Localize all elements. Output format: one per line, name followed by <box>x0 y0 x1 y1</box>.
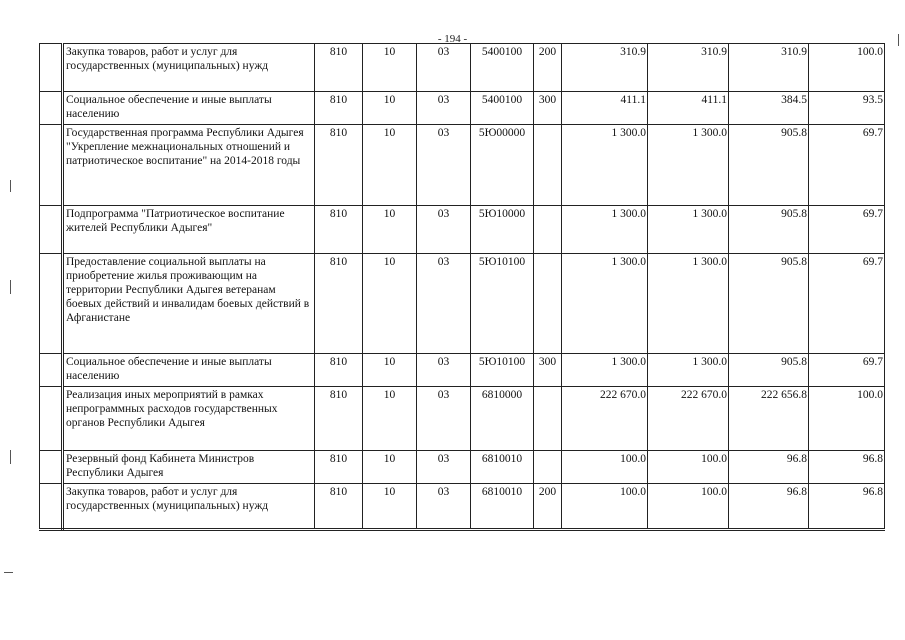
page-number: - 194 - <box>437 33 468 45</box>
plan-amount: 1 300.0 <box>562 254 648 354</box>
budget-table <box>39 43 885 531</box>
expense-type-code <box>534 451 562 484</box>
execution-percent: 93.5 <box>809 92 885 125</box>
margin-mark-left-3 <box>10 450 11 464</box>
row-gutter <box>40 484 63 530</box>
expense-type-code <box>534 254 562 354</box>
subsection-code: 03 <box>417 254 471 354</box>
refined-amount: 310.9 <box>648 44 729 92</box>
table-row <box>40 206 885 254</box>
ministry-code: 810 <box>315 387 363 451</box>
target-article-code: 6810010 <box>471 484 534 530</box>
ministry-code: 810 <box>315 44 363 92</box>
section-code: 10 <box>363 44 417 92</box>
table-row <box>40 125 885 206</box>
table-row <box>40 254 885 354</box>
executed-amount: 96.8 <box>729 451 809 484</box>
ministry-code: 810 <box>315 125 363 206</box>
refined-amount: 1 300.0 <box>648 354 729 387</box>
table-row <box>40 484 885 530</box>
row-gutter <box>40 92 63 125</box>
table-row <box>40 354 885 387</box>
expense-type-code: 200 <box>534 484 562 530</box>
section-code: 10 <box>363 92 417 125</box>
row-gutter <box>40 451 63 484</box>
margin-mark-left-4 <box>4 572 13 573</box>
executed-amount: 222 656.8 <box>729 387 809 451</box>
executed-amount: 905.8 <box>729 354 809 387</box>
ministry-code: 810 <box>315 206 363 254</box>
table-row <box>40 387 885 451</box>
executed-amount: 905.8 <box>729 254 809 354</box>
execution-percent: 100.0 <box>809 44 885 92</box>
table-row <box>40 451 885 484</box>
plan-amount: 310.9 <box>562 44 648 92</box>
target-article-code: 5Ю10000 <box>471 206 534 254</box>
table-row <box>40 92 885 125</box>
section-code: 10 <box>363 387 417 451</box>
plan-amount: 1 300.0 <box>562 125 648 206</box>
executed-amount: 905.8 <box>729 125 809 206</box>
refined-amount: 100.0 <box>648 484 729 530</box>
subsection-code: 03 <box>417 354 471 387</box>
row-gutter <box>40 44 63 92</box>
target-article-code: 5Ю10100 <box>471 254 534 354</box>
execution-percent: 100.0 <box>809 387 885 451</box>
execution-percent: 96.8 <box>809 451 885 484</box>
section-code: 10 <box>363 484 417 530</box>
subsection-code: 03 <box>417 387 471 451</box>
row-gutter <box>40 206 63 254</box>
section-code: 10 <box>363 254 417 354</box>
execution-percent: 96.8 <box>809 484 885 530</box>
target-article-code: 6810000 <box>471 387 534 451</box>
target-article-code: 6810010 <box>471 451 534 484</box>
margin-mark-left-2 <box>10 280 11 294</box>
subsection-code: 03 <box>417 92 471 125</box>
row-description: Подпрограмма "Патриотическое воспитание жителей Республики Адыгея" <box>63 206 315 254</box>
table-row <box>40 44 885 92</box>
row-gutter <box>40 354 63 387</box>
section-code: 10 <box>363 125 417 206</box>
refined-amount: 411.1 <box>648 92 729 125</box>
executed-amount: 96.8 <box>729 484 809 530</box>
refined-amount: 222 670.0 <box>648 387 729 451</box>
executed-amount: 310.9 <box>729 44 809 92</box>
ministry-code: 810 <box>315 451 363 484</box>
row-gutter <box>40 387 63 451</box>
ministry-code: 810 <box>315 484 363 530</box>
subsection-code: 03 <box>417 206 471 254</box>
section-code: 10 <box>363 206 417 254</box>
plan-amount: 1 300.0 <box>562 354 648 387</box>
row-description: Социальное обеспечение и иные выплаты населению <box>63 92 315 125</box>
refined-amount: 1 300.0 <box>648 254 729 354</box>
execution-percent: 69.7 <box>809 206 885 254</box>
ministry-code: 810 <box>315 92 363 125</box>
execution-percent: 69.7 <box>809 125 885 206</box>
expense-type-code <box>534 387 562 451</box>
expense-type-code <box>534 206 562 254</box>
expense-type-code: 300 <box>534 92 562 125</box>
row-description: Предоставление социальной выплаты на приобретение жилья проживающим на территории Республики Адыгея ветеранам боевых действий и инвалидам боевых действий в Афганистане <box>63 254 315 354</box>
target-article-code: 5400100 <box>471 92 534 125</box>
refined-amount: 1 300.0 <box>648 125 729 206</box>
ministry-code: 810 <box>315 254 363 354</box>
row-gutter <box>40 254 63 354</box>
refined-amount: 100.0 <box>648 451 729 484</box>
plan-amount: 100.0 <box>562 484 648 530</box>
row-description: Закупка товаров, работ и услуг для государственных (муниципальных) нужд <box>63 44 315 92</box>
margin-mark-right-1 <box>898 34 899 46</box>
table-body <box>40 44 885 530</box>
section-code: 10 <box>363 451 417 484</box>
plan-amount: 411.1 <box>562 92 648 125</box>
ministry-code: 810 <box>315 354 363 387</box>
row-description: Социальное обеспечение и иные выплаты населению <box>63 354 315 387</box>
margin-mark-left-1 <box>10 180 11 192</box>
execution-percent: 69.7 <box>809 354 885 387</box>
target-article-code: 5Ю10100 <box>471 354 534 387</box>
row-description: Реализация иных мероприятий в рамках непрограммных расходов государственных органов Республики Адыгея <box>63 387 315 451</box>
expense-type-code: 300 <box>534 354 562 387</box>
row-description: Государственная программа Республики Адыгея "Укрепление межнациональных отношений и патриотическое воспитание" на 2014-2018 годы <box>63 125 315 206</box>
executed-amount: 384.5 <box>729 92 809 125</box>
expense-type-code: 200 <box>534 44 562 92</box>
execution-percent: 69.7 <box>809 254 885 354</box>
plan-amount: 100.0 <box>562 451 648 484</box>
executed-amount: 905.8 <box>729 206 809 254</box>
target-article-code: 5400100 <box>471 44 534 92</box>
row-description: Закупка товаров, работ и услуг для государственных (муниципальных) нужд <box>63 484 315 530</box>
plan-amount: 222 670.0 <box>562 387 648 451</box>
subsection-code: 03 <box>417 451 471 484</box>
target-article-code: 5Ю00000 <box>471 125 534 206</box>
row-gutter <box>40 125 63 206</box>
plan-amount: 1 300.0 <box>562 206 648 254</box>
subsection-code: 03 <box>417 125 471 206</box>
subsection-code: 03 <box>417 44 471 92</box>
subsection-code: 03 <box>417 484 471 530</box>
refined-amount: 1 300.0 <box>648 206 729 254</box>
section-code: 10 <box>363 354 417 387</box>
row-description: Резервный фонд Кабинета Министров Республики Адыгея <box>63 451 315 484</box>
expense-type-code <box>534 125 562 206</box>
